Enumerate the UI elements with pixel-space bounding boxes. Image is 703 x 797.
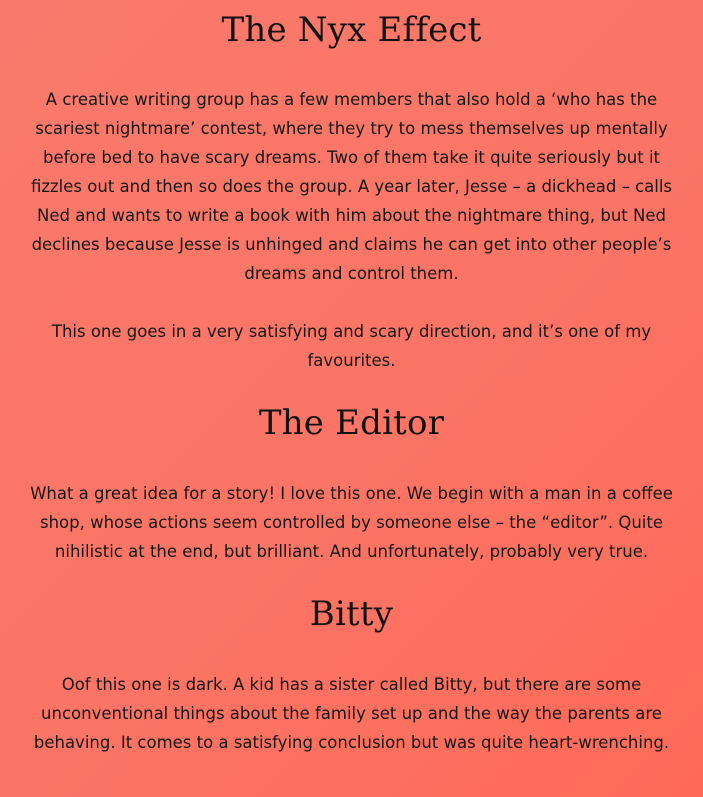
section-title: The Nyx Effect (221, 10, 482, 50)
section-the-nyx-effect (30, 0, 673, 375)
section-paragraph: This one goes in a very satisfying and scary direction, and it’s one of my favourites. (51, 322, 652, 370)
section-title: The Editor (258, 403, 445, 443)
section-paragraph: A creative writing group has a few members that also hold a ‘who has the scariest nightmare’ contest, where they try to mess themselves up mentally before bed to have scary dreams. Two of them take it quite seriously but it fizzles out and then so does the group. A year later, Jesse – a dickhead – calls Ned and wants to write a book with him about the nightmare thing, but Ned declines because Jesse is unhinged and claims he can get into other people’s dreams and control them. (30, 90, 673, 283)
section-title: Bitty (309, 594, 394, 634)
section-paragraph: Oof this one is dark. A kid has a sister called Bitty, but there are some unconventional things about the family set up and the way the parents are behaving. It comes to a satisfying conclusion but was quite heart-wrenching. (33, 675, 670, 752)
section-paragraph: What a great idea for a story! I love this one. We begin with a man in a coffee shop, whose actions seem controlled by someone else – the “editor”. Quite nihilistic at the end, but brilliant. And unfortunately, probably very true. (30, 484, 673, 561)
section-the-editor (30, 402, 673, 566)
section-bitty (30, 593, 673, 757)
